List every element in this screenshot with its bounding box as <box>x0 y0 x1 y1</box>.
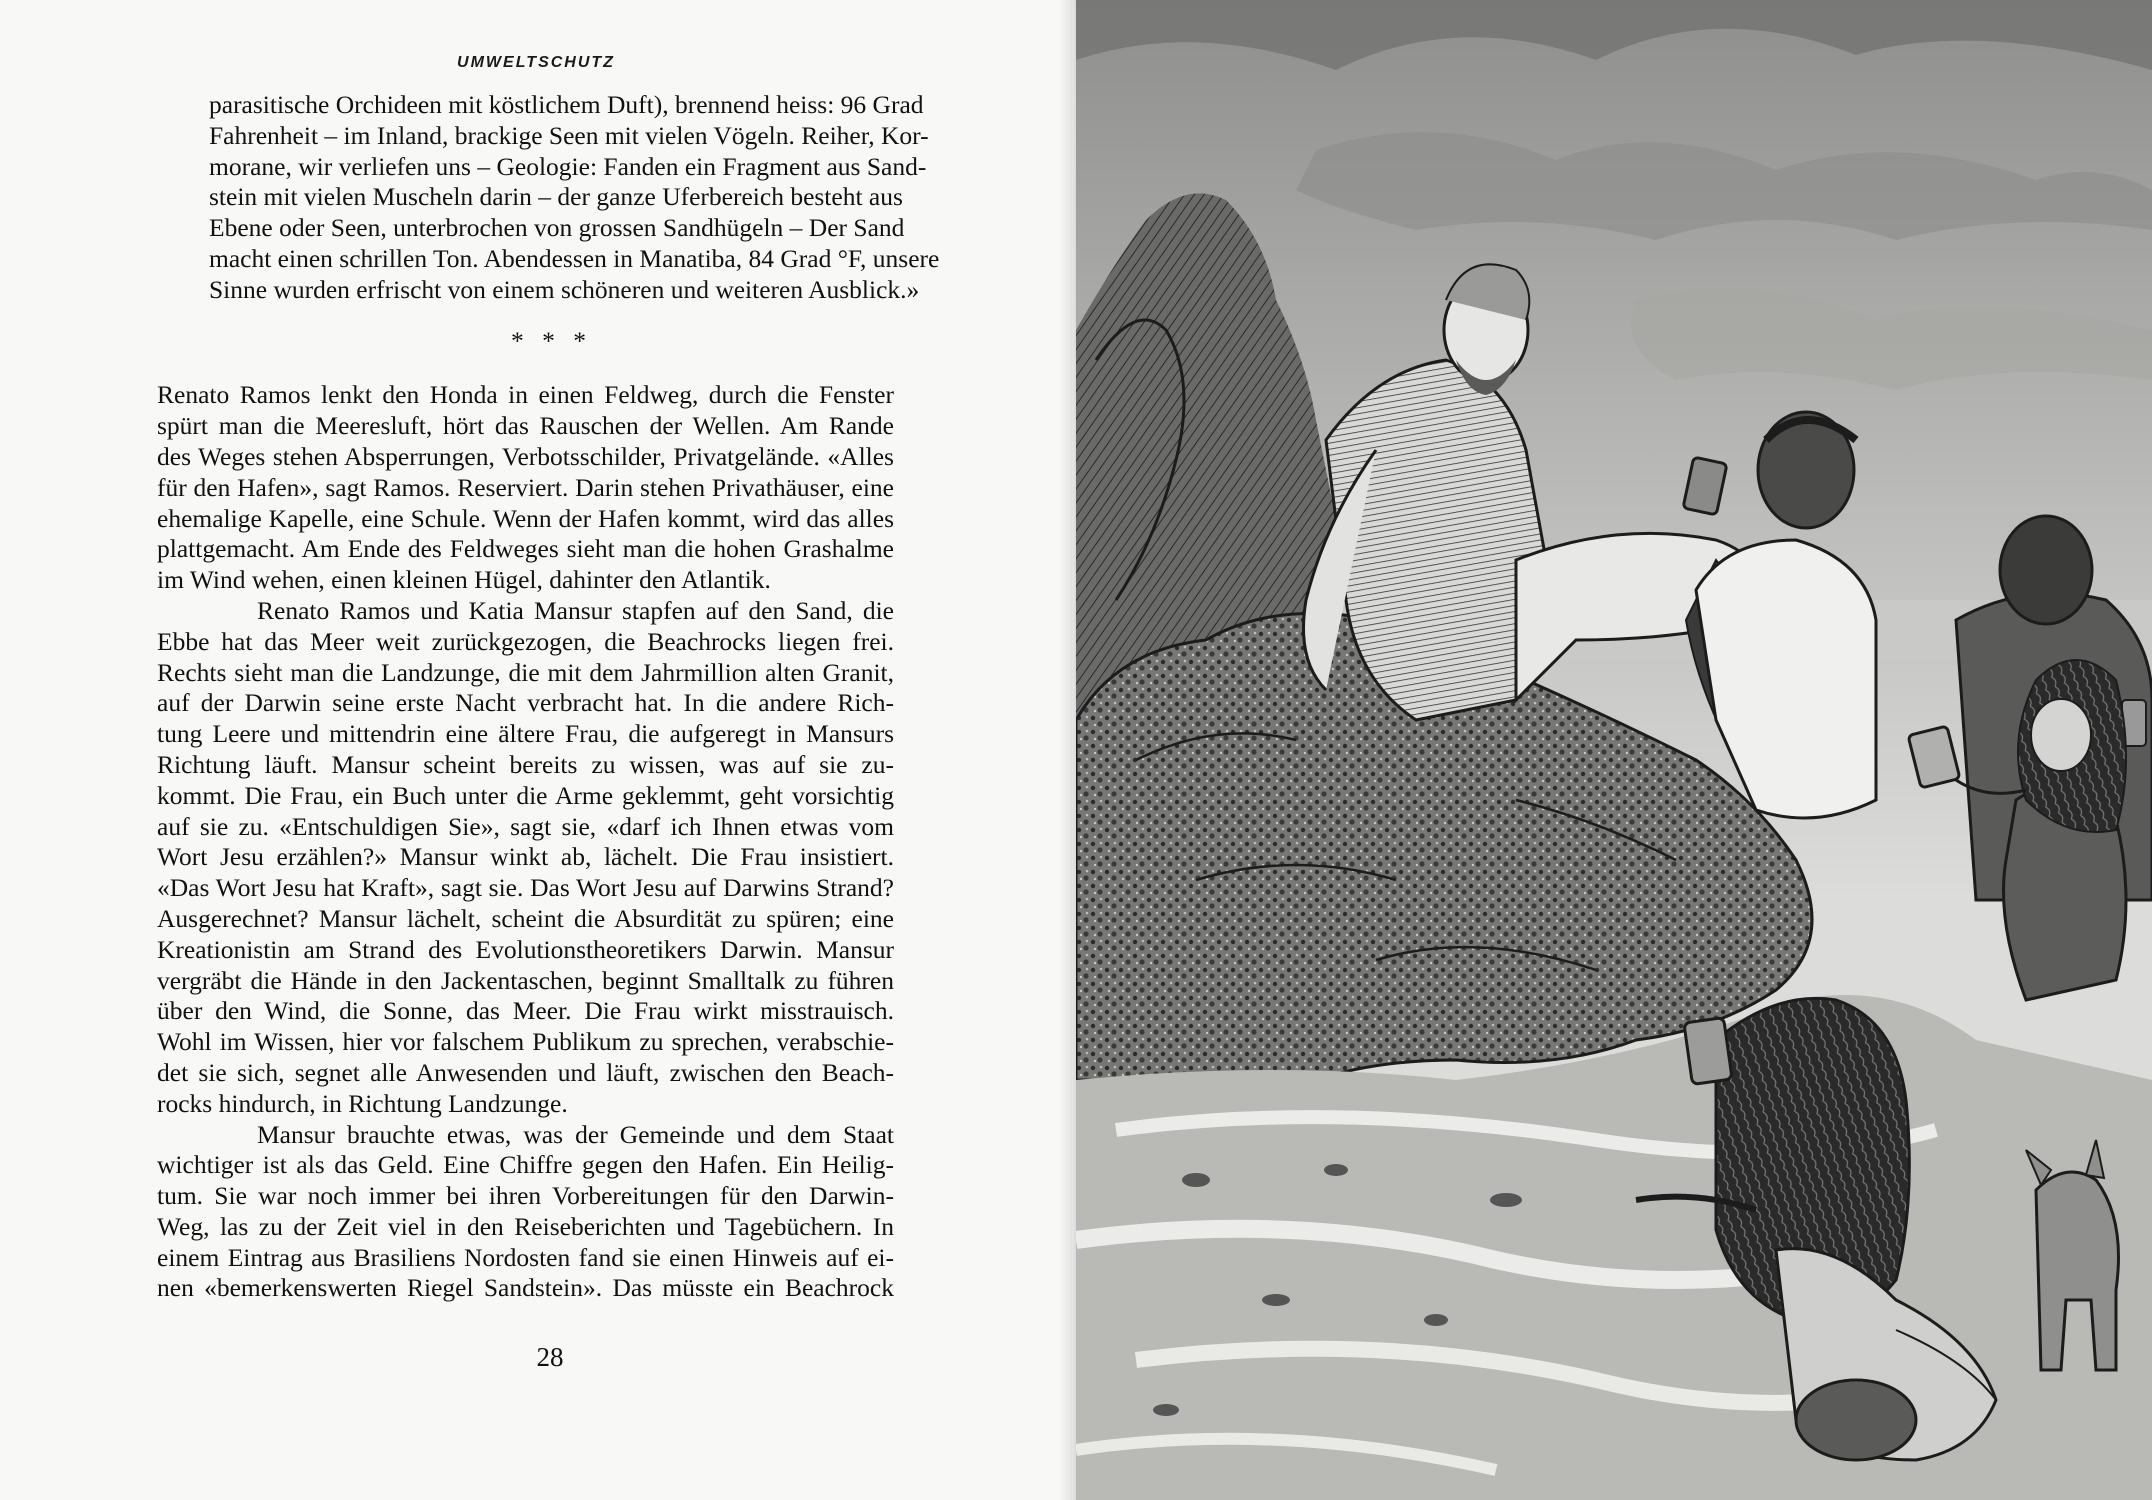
quote-line: Sinne wurden erfrischt von einem schöneren und weiteren Ausblick.» <box>209 274 920 304</box>
text-line: rocks hindurch, in Richtung Landzunge. <box>157 1088 568 1118</box>
quote-line: morane, wir verliefen uns – Geologie: Fanden ein Fragment aus Sand- <box>209 151 927 181</box>
text-line: Richtung läuft. Mansur scheint bereits zu wissen, was auf sie zu- <box>157 749 894 779</box>
text-line: det sie sich, segnet alle Anwesenden und läuft, zwischen den Beach- <box>157 1057 894 1087</box>
text-line: einem Eintrag aus Brasiliens Nordosten fand sie einen Hinweis auf ei- <box>157 1242 894 1272</box>
beach-illustration <box>1076 0 2152 1500</box>
quote-line: Fahrenheit – im Inland, brackige Seen mit vielen Vögeln. Reiher, Kor- <box>209 120 929 150</box>
text-line: spürt man die Meeresluft, hört das Rauschen der Wellen. Am Rande <box>157 411 894 441</box>
quote-line: macht einen schrillen Ton. Abendessen in Manatiba, 84 Grad °F, unsere <box>209 243 940 273</box>
text-line: Ausgerechnet? Mansur lächelt, scheint die Absurdität zu spüren; eine <box>157 903 894 933</box>
paragraph <box>157 380 894 596</box>
wet-sand <box>1076 995 2152 1500</box>
running-head: UMWELTSCHUTZ <box>457 54 615 71</box>
text-line: des Weges stehen Absperrungen, Verbotsschilder, Privatgelände. «Alles <box>157 441 894 471</box>
text-line: Kreationistin am Strand des Evolutionstheoretikers Darwin. Mansur <box>157 934 894 964</box>
text-line: plattgemacht. Am Ende des Feldweges sieht man die hohen Grashalme <box>157 534 894 564</box>
text-line: Renato Ramos lenkt den Honda in einen Feldweg, durch die Fenster <box>157 380 894 410</box>
text-line: ehemalige Kapelle, eine Schule. Wenn der Hafen kommt, wird das alles <box>157 503 894 533</box>
quote-line: parasitische Orchideen mit köstlichem Duft), brennend heiss: 96 Grad <box>209 90 924 119</box>
quote-line: Ebene oder Seen, unterbrochen von grossen Sandhügeln – Der Sand <box>209 213 905 243</box>
text-line: auf sie zu. «Entschuldigen Sie», sagt sie, «darf ich Ihnen etwas vom <box>157 811 894 841</box>
text-line: im Wind wehen, einen kleinen Hügel, dahinter den Atlantik. <box>157 565 771 595</box>
gutter-shadow <box>1058 0 1076 1500</box>
text-line: Ebbe hat das Meer weit zurückgezogen, die Beachrocks liegen frei. <box>157 626 894 656</box>
text-block <box>157 90 940 1304</box>
text-line: kommt. Die Frau, ein Buch unter die Arme geklemmt, geht vorsichtig <box>157 780 894 810</box>
text-line: Weg, las zu der Zeit viel in den Reiseberichten und Tagebüchern. In <box>157 1211 894 1241</box>
text-line: vergräbt die Hände in den Jackentaschen, beginnt Smalltalk zu führen <box>157 965 894 995</box>
body-paragraphs <box>157 380 894 1304</box>
phone-icon <box>1684 1018 1732 1085</box>
text-line: Rechts sieht man die Landzunge, die mit dem Jahrmillion alten Granit, <box>157 657 894 687</box>
left-page <box>0 0 1072 1500</box>
text-line: Wohl im Wissen, hier vor falschem Publikum zu sprechen, verabschie- <box>157 1027 894 1057</box>
quoted-passage <box>157 90 940 306</box>
text-line: Wort Jesu erzählen?» Mansur winkt ab, lächelt. Die Frau insistiert. <box>157 842 894 872</box>
text-line: tum. Sie war noch immer bei ihren Vorbereitungen für den Darwin- <box>157 1181 894 1211</box>
illustration-page <box>1076 0 2152 1500</box>
text-line: tung Leere und mittendrin eine ältere Frau, die aufgeregt in Mansurs <box>157 719 894 749</box>
text-line: Mansur brauchte etwas, was der Gemeinde und dem Staat <box>257 1119 894 1149</box>
text-line: nen «bemerkenswerten Riegel Sandstein». Das müsste ein Beachrock <box>157 1273 894 1303</box>
text-line: Renato Ramos und Katia Mansur stapfen auf den Sand, die <box>257 595 894 625</box>
paragraph <box>157 596 894 1120</box>
text-line: auf der Darwin seine erste Nacht verbracht hat. In die andere Rich- <box>157 688 894 718</box>
quote-line: stein mit vielen Muscheln darin – der ganze Uferbereich besteht aus <box>209 182 903 212</box>
section-separator: * * * <box>511 325 592 355</box>
page-number: 28 <box>536 1342 564 1372</box>
text-line: für den Hafen», sagt Ramos. Reserviert. Darin stehen Privathäuser, eine <box>157 472 894 502</box>
text-line: über den Wind, die Sonne, das Meer. Die Frau wirkt misstrauisch. <box>157 996 894 1026</box>
paragraph <box>157 1120 894 1305</box>
text-line: wichtiger ist als das Geld. Eine Chiffre gegen den Hafen. Ein Heilig- <box>157 1150 894 1180</box>
text-line: «Das Wort Jesu hat Kraft», sagt sie. Das Wort Jesu auf Darwins Strand? <box>157 873 894 903</box>
